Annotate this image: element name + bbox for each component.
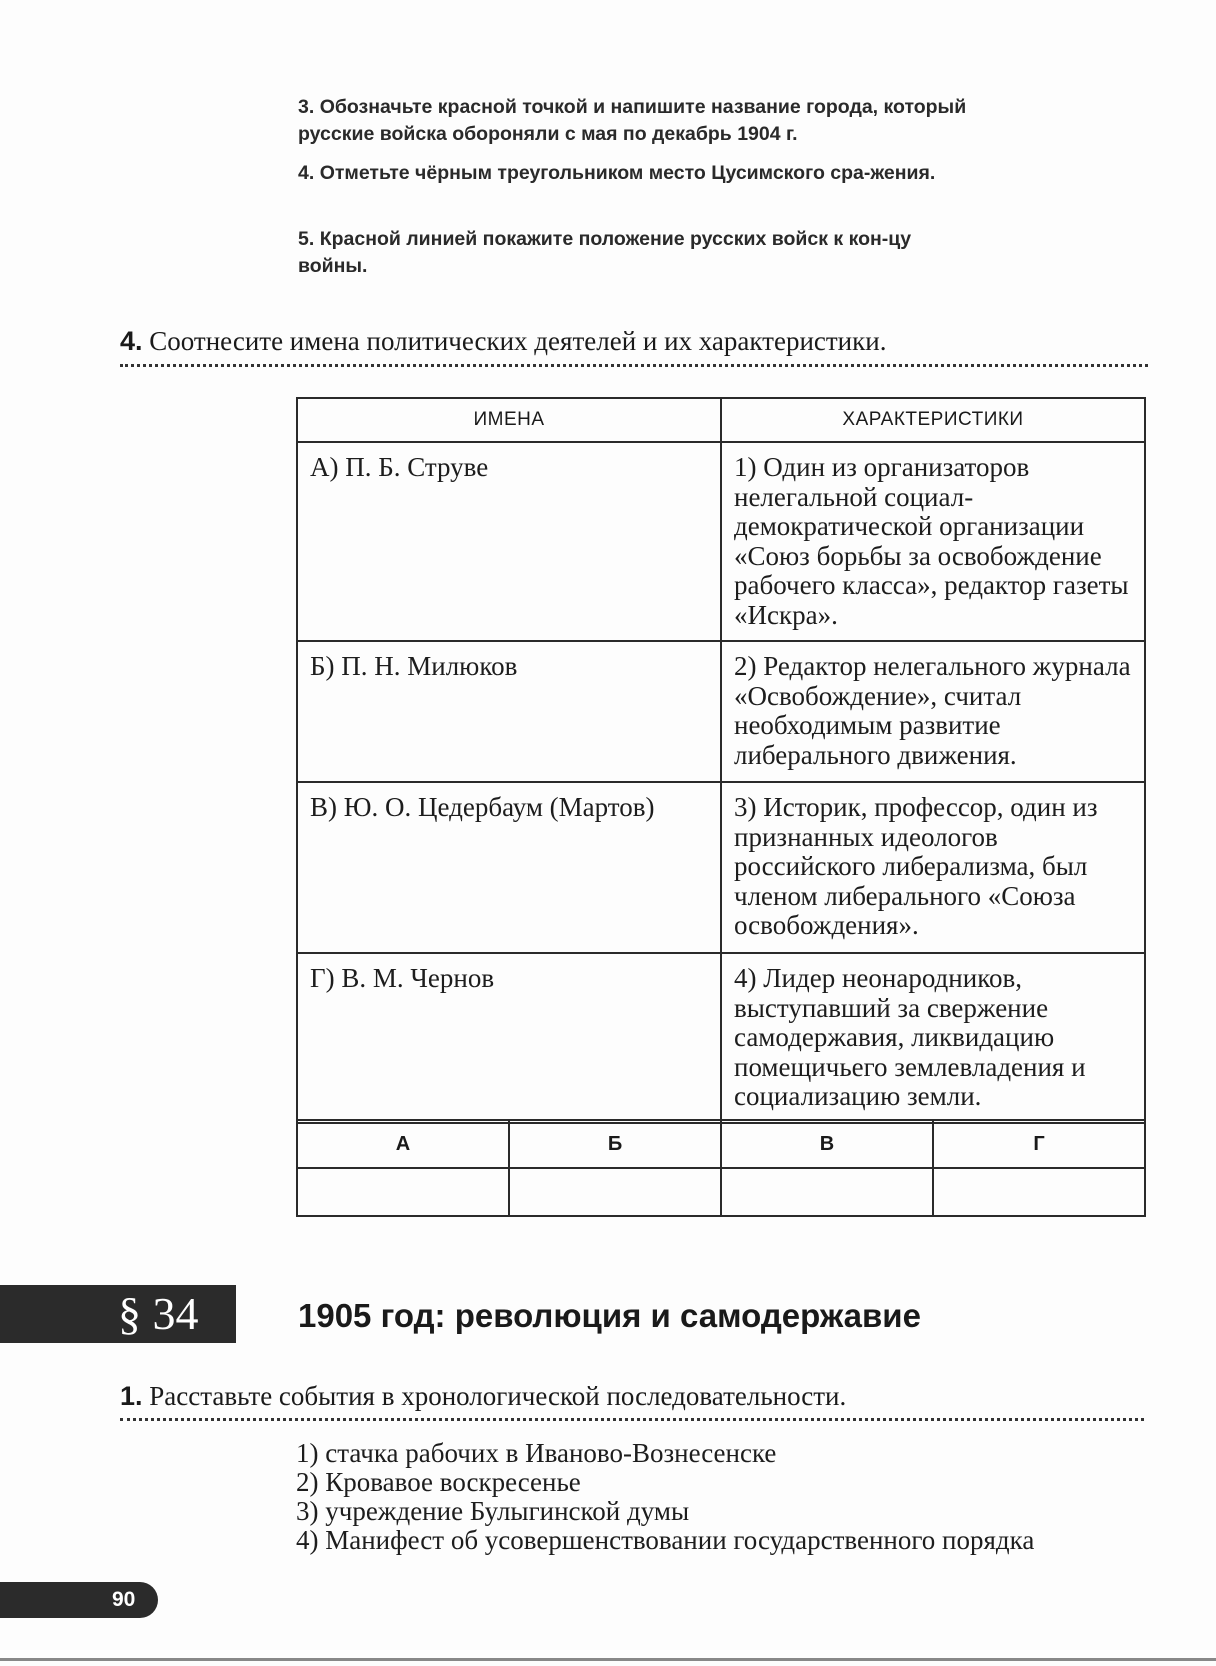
table-row xyxy=(297,782,1145,953)
list-item: 2) Кровавое воскресенье xyxy=(296,1467,581,1497)
name-cell: В) Ю. О. Цедербаум (Мартов) xyxy=(297,782,721,953)
characteristic-cell: 1) Один из организаторов нелегальной социал-демократической организации «Союз борьбы за освобождение рабочего класса», редактор газеты «Искра». xyxy=(721,442,1145,641)
characteristic-cell: 3) Историк, профессор, один из признанных идеологов российского либерализма, был членом либерального «Союза освобождения». xyxy=(721,782,1145,953)
section-number: § 34 xyxy=(118,1288,199,1339)
answer-header-a: А xyxy=(297,1120,509,1168)
header-names: ИМЕНА xyxy=(297,398,721,442)
subtask-text: Красной линией покажите положение русских войск к кон-цу войны. xyxy=(298,228,912,277)
answer-header-b: Б xyxy=(509,1120,721,1168)
task-4-heading xyxy=(120,325,886,357)
task-number: 1. xyxy=(120,1381,143,1411)
answer-cell-v[interactable] xyxy=(721,1168,933,1216)
table-row xyxy=(297,953,1145,1123)
list-item: 4) Манифест об усовершенствовании государственного порядка xyxy=(296,1525,1035,1555)
task-1-heading xyxy=(120,1380,846,1412)
header-characteristics: ХАРАКТЕРИСТИКИ xyxy=(721,398,1145,442)
list-item: 1) стачка рабочих в Иваново-Вознесенске xyxy=(296,1438,777,1468)
answer-header-v: В xyxy=(721,1120,933,1168)
section-title: 1905 год: революция и самодержавие xyxy=(298,1297,921,1334)
subtask-text: Отметьте чёрным треугольником место Цусимского сра-жения. xyxy=(319,162,936,184)
answer-cell-b[interactable] xyxy=(509,1168,721,1216)
dotted-divider xyxy=(120,1418,1144,1421)
task-title: Соотнесите имена политических деятелей и их характеристики. xyxy=(149,326,887,356)
answer-cell-g[interactable] xyxy=(933,1168,1145,1216)
answer-cell-a[interactable] xyxy=(297,1168,509,1216)
task-title: Расставьте события в хронологической последовательности. xyxy=(149,1381,847,1411)
dotted-divider xyxy=(120,364,1148,367)
task-number: 4. xyxy=(120,326,143,356)
subtask-number: 5. xyxy=(298,228,315,250)
events-list xyxy=(296,1439,1034,1555)
subtask-number: 3. xyxy=(298,96,315,118)
subtask-5 xyxy=(298,226,978,280)
name-cell: Б) П. Н. Милюков xyxy=(297,641,721,782)
list-item: 3) учреждение Булыгинской думы xyxy=(296,1496,690,1526)
page-number: 90 xyxy=(112,1588,136,1611)
answer-table xyxy=(296,1119,1146,1217)
answer-header-g: Г xyxy=(933,1120,1145,1168)
table-row xyxy=(297,442,1145,641)
characteristic-cell: 2) Редактор нелегального журнала «Освобождение», считал необходимым развитие либерального движения. xyxy=(721,641,1145,782)
name-cell: Г) В. М. Чернов xyxy=(297,953,721,1123)
characteristic-cell: 4) Лидер неонародников, выступавший за свержение самодержавия, ликвидацию помещичьего землевладения и социализацию земли. xyxy=(721,953,1145,1123)
table-row xyxy=(297,641,1145,782)
subtask-text: Обозначьте красной точкой и напишите название города, который русские войска обороняли с мая по декабрь 1904 г. xyxy=(298,96,967,145)
subtask-number: 4. xyxy=(298,162,315,184)
subtask-3 xyxy=(298,94,978,148)
name-cell: А) П. Б. Струве xyxy=(297,442,721,641)
matching-table xyxy=(296,397,1146,1124)
page-edge xyxy=(0,1658,1216,1661)
subtask-4 xyxy=(298,160,978,187)
